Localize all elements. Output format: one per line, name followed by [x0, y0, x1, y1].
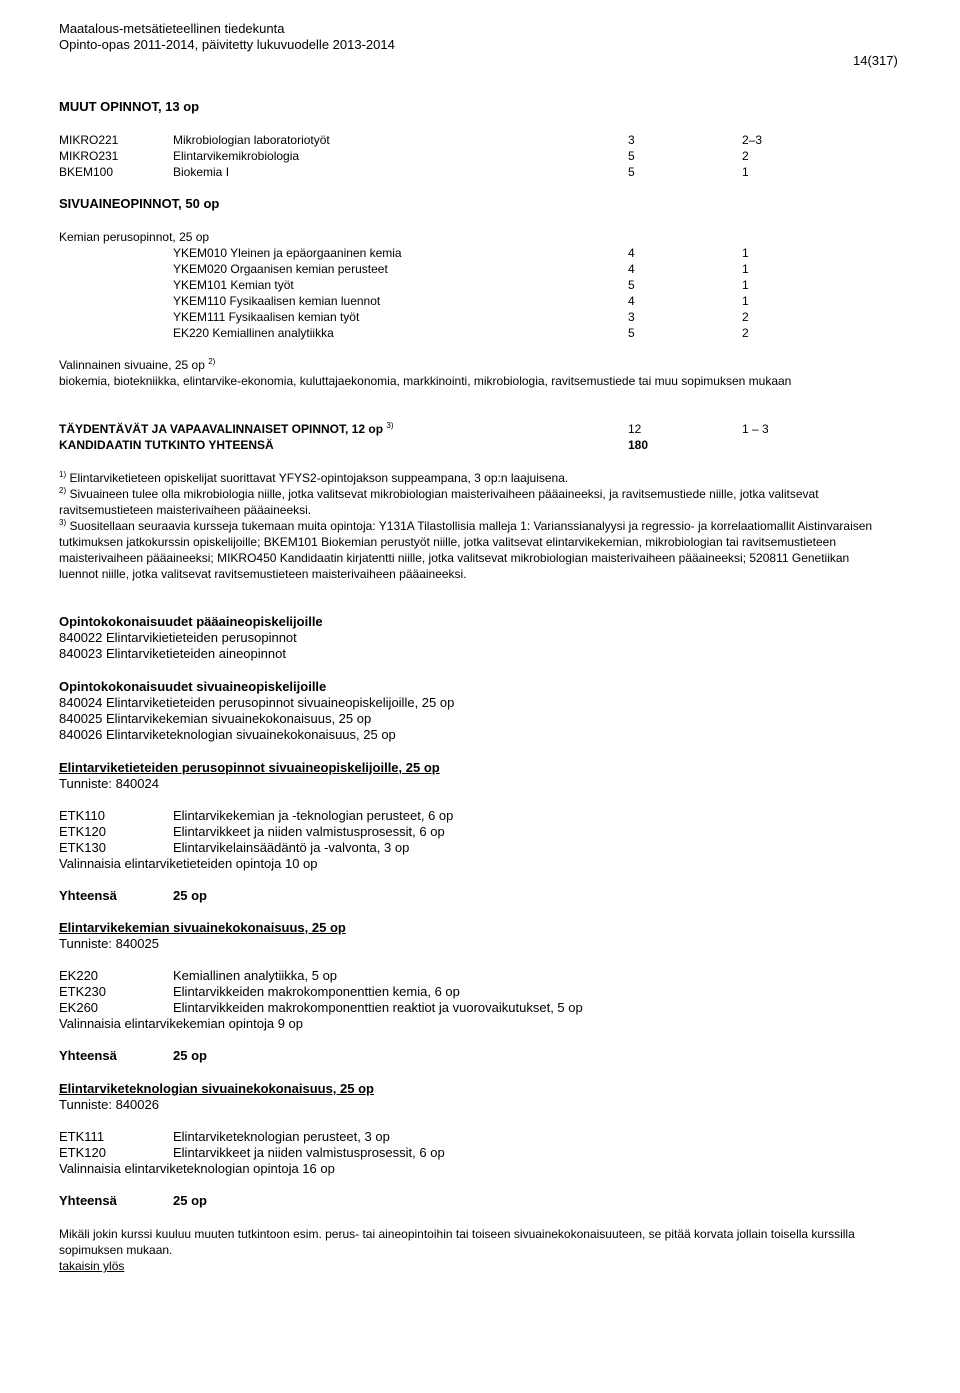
taydentavat-label: TÄYDENTÄVÄT JA VAPAAVALINNAISET OPINNOT, 12 op $^{3)}$ [59, 421, 394, 436]
course-period: 2 [742, 310, 749, 324]
block2-valinnaisia: Valinnaisia elintarvikekemian opintoja 9 op [59, 1016, 304, 1031]
course-code: MIKRO221 [59, 133, 119, 147]
course-name: Elintarvikelainsäädäntö ja -valvonta, 3 op [173, 840, 410, 855]
course-code: EK220 [59, 968, 99, 983]
course-name: YKEM111 Fysikaalisen kemian työt [173, 310, 360, 324]
list-item: 840023 Elintarviketieteiden aineopinnot [59, 646, 286, 661]
course-code: ETK230 [59, 984, 106, 999]
course-code: ETK111 [59, 1129, 105, 1144]
list-item: 840025 Elintarvikekemian sivuainekokonaisuus, 25 op [59, 711, 372, 726]
footnote-ref: 3) [386, 421, 394, 430]
kandidaatti-label: KANDIDAATIN TUTKINTO YHTEENSÄ [59, 438, 274, 452]
block3-yhteensa: Yhteensä [59, 1193, 117, 1208]
paa-title: Opintokokonaisuudet pääaineopiskelijoille [59, 614, 323, 629]
course-code: EK260 [59, 1000, 99, 1015]
course-code: ETK120 [59, 1145, 106, 1160]
footnote-marker: 2) [59, 486, 67, 495]
course-name: EK220 Kemiallinen analytiikka [173, 326, 334, 340]
footnote-marker: 3) [59, 518, 67, 527]
course-op: 3 [628, 133, 635, 147]
footer-note: Mikäli jokin kurssi kuuluu muuten tutkintoon esim. perus- tai aineopintoihin tai toiseen sivuainekokonaisuuteen, se pitää korvata jollain toisella kurssilla sopimuksen mukaan. [59, 1227, 855, 1257]
course-op: 3 [628, 310, 635, 324]
course-name: Biokemia I [173, 165, 230, 179]
course-op: 4 [628, 294, 635, 308]
course-period: 1 [742, 165, 749, 179]
list-item: 840026 Elintarviketeknologian sivuainekokonaisuus, 25 op [59, 727, 396, 742]
block1-yhteensa-op: 25 op [173, 888, 207, 903]
guide-title: Opinto-opas 2011-2014, päivitetty lukuvuodelle 2013-2014 [59, 37, 395, 52]
block3-tunniste: Tunniste: 840026 [59, 1097, 159, 1112]
course-name: Elintarvikkeet ja niiden valmistusprosessit, 6 op [173, 1145, 445, 1160]
course-period: 1 [742, 246, 749, 260]
footnote-marker: 1) [59, 470, 67, 479]
faculty-name: Maatalous-metsätieteellinen tiedekunta [59, 21, 285, 36]
course-period: 1 [742, 262, 749, 276]
course-code: ETK110 [59, 808, 106, 823]
muut-title: MUUT OPINNOT, 13 op [59, 99, 200, 114]
course-name: Elintarviketeknologian perusteet, 3 op [173, 1129, 390, 1144]
course-op: 5 [628, 278, 635, 292]
course-code: ETK130 [59, 840, 106, 855]
course-name: Elintarvikekemian ja -teknologian perusteet, 6 op [173, 808, 454, 823]
page-number: 14(317) [853, 53, 898, 68]
footnote-2: $^{2)}$ Sivuaineen tulee olla mikrobiologia niille, jotka valitsevat mikrobiologian maisterivaiheen pääaineeksi, ja ravitsemustiede niille, jotka valitsevat ravitsemustieteen maisterivaiheen pääaineeksi. [59, 486, 819, 517]
kemia-title: Kemian perusopinnot, 25 op [59, 230, 210, 244]
course-name: Kemiallinen analytiikka, 5 op [173, 968, 338, 983]
course-period: 2 [742, 326, 749, 340]
block2-tunniste: Tunniste: 840025 [59, 936, 159, 951]
course-code: BKEM100 [59, 165, 114, 179]
course-name: YKEM010 Yleinen ja epäorgaaninen kemia [173, 246, 402, 260]
block2-yhteensa-op: 25 op [173, 1048, 207, 1063]
sivu-title: SIVUAINEOPINNOT, 50 op [59, 196, 220, 211]
block3-valinnaisia: Valinnaisia elintarviketeknologian opintoja 16 op [59, 1161, 335, 1176]
block2-title: Elintarvikekemian sivuainekokonaisuus, 25 op [59, 920, 346, 935]
back-to-top-link[interactable]: takaisin ylös [59, 1259, 125, 1273]
valinnainen-text: biokemia, biotekniikka, elintarvike-ekonomia, kuluttajaekonomia, markkinointi, mikrobiologia, ravitsemustiede tai muu sopimuksen mukaan [59, 374, 792, 388]
block1-valinnaisia: Valinnaisia elintarviketieteiden opintoja 10 op [59, 856, 318, 871]
course-name: YKEM110 Fysikaalisen kemian luennot [173, 294, 381, 308]
block3-title: Elintarviketeknologian sivuainekokonaisuus, 25 op [59, 1081, 374, 1096]
course-name: Elintarvikemikrobiologia [173, 149, 300, 163]
taydentavat-period: 1 – 3 [742, 422, 769, 436]
course-period: 2–3 [742, 133, 763, 147]
block1-title: Elintarviketieteiden perusopinnot sivuaineopiskelijoille, 25 op [59, 760, 440, 775]
course-name: Elintarvikkeiden makrokomponenttien reaktiot ja vuorovaikutukset, 5 op [173, 1000, 583, 1015]
block1-yhteensa: Yhteensä [59, 888, 117, 903]
footnote-1: $^{1)}$ Elintarviketieteen opiskelijat suorittavat YFYS2-opintojakson suppeampana, 3 op:n laajuisena. [59, 470, 569, 485]
course-op: 5 [628, 149, 635, 163]
course-name: YKEM101 Kemian työt [173, 278, 294, 292]
course-op: 5 [628, 165, 635, 179]
course-name: Mikrobiologian laboratoriotyöt [173, 133, 330, 147]
taydentavat-op: 12 [628, 422, 642, 436]
course-code: ETK120 [59, 824, 106, 839]
valinnainen-title: Valinnainen sivuaine, 25 op $^{2)}$ [59, 357, 216, 372]
course-op: 4 [628, 262, 635, 276]
footnote-3: $^{3)}$ Suositellaan seuraavia kursseja tukemaan muita opintoja: Y131A Tilastollisia malleja 1: Varianssianalyysi ja regressio- ja korrelaatiomallit Aistinvaraisen tutkimuksen jatkokurssin opiskelijoille; BKEM101 Biokemian perustyöt niille, jotka valitsevat elintarvikekemian, mikrobiologian tai ravitsemustieteen maisterivaiheen pääaineeksi; MIKRO450 Kandidaatin kirjatentti niille, jotka valitsevat mikrobiologian maisterivaiheen pääaineeksi; 520811 Genetiikan luennot niille, jotka valitsevat ravitsemustieteen maisterivaiheen pääaineeksi. [59, 518, 873, 581]
course-name: Elintarvikkeet ja niiden valmistusprosessit, 6 op [173, 824, 445, 839]
course-op: 5 [628, 326, 635, 340]
sivuaine-kok-title: Opintokokonaisuudet sivuaineopiskelijoille [59, 679, 327, 694]
course-name: YKEM020 Orgaanisen kemian perusteet [173, 262, 388, 276]
course-name: Elintarvikkeiden makrokomponenttien kemia, 6 op [173, 984, 460, 999]
course-op: 4 [628, 246, 635, 260]
list-item: 840022 Elintarvikietieteiden perusopinnot [59, 630, 297, 645]
block3-yhteensa-op: 25 op [173, 1193, 207, 1208]
kandidaatti-op: 180 [628, 438, 649, 452]
footnote-ref: 2) [208, 357, 216, 366]
course-period: 1 [742, 294, 749, 308]
course-code: MIKRO231 [59, 149, 119, 163]
course-period: 1 [742, 278, 749, 292]
list-item: 840024 Elintarviketieteiden perusopinnot sivuaineopiskelijoille, 25 op [59, 695, 455, 710]
block1-tunniste: Tunniste: 840024 [59, 776, 159, 791]
block2-yhteensa: Yhteensä [59, 1048, 117, 1063]
course-period: 2 [742, 149, 749, 163]
